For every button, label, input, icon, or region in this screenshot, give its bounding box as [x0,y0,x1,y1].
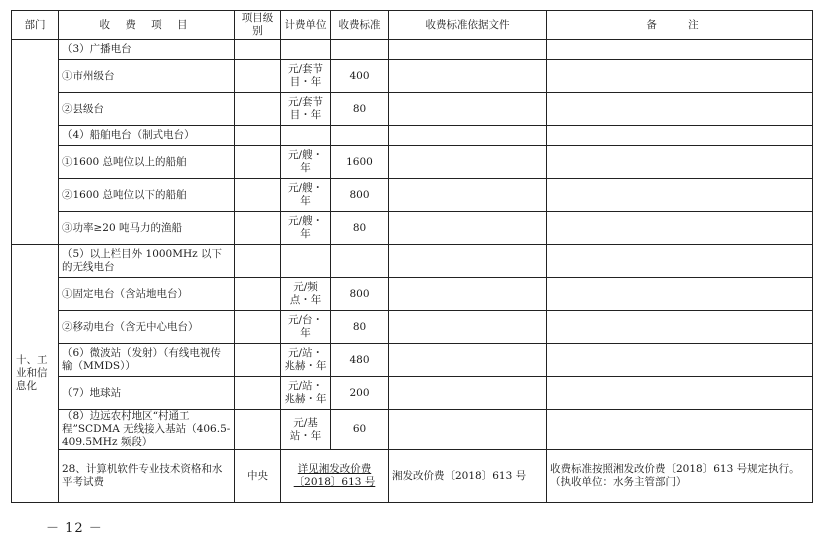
header-dept: 部门 [12,11,59,40]
table-row [12,311,813,344]
header-basis: 收费标准依据文件 [389,11,547,40]
unit-cell: 元/基站・年 [281,410,331,450]
table-row [12,179,813,212]
remark-cell [547,146,813,179]
item-cell: ①固定电台（含站地电台） [59,278,235,311]
table-row [12,40,813,60]
standard-cell: 800 [331,179,389,212]
table-row [12,410,813,450]
basis-cell [389,278,547,311]
level-cell [235,40,281,60]
item-cell: ①1600 总吨位以上的船舶 [59,146,235,179]
basis-cell [389,245,547,278]
remark-cell [547,93,813,126]
standard-cell [331,126,389,146]
standard-cell [331,245,389,278]
basis-cell [389,146,547,179]
unit-standard-cell: 详见湘发改价费〔2018〕613 号 [281,450,389,503]
level-cell [235,245,281,278]
basis-cell [389,60,547,93]
remark-cell [547,278,813,311]
unit-cell: 元/台・年 [281,311,331,344]
level-cell [235,146,281,179]
fee-table [11,10,813,503]
item-cell: ③功率≥20 吨马力的渔船 [59,212,235,245]
unit-cell: 元/艘・年 [281,179,331,212]
header-item: 收 费 项 目 [59,11,235,40]
item-cell: 28、计算机软件专业技术资格和水平考试费 [59,450,235,503]
table-row [12,93,813,126]
unit-cell: 元/艘・年 [281,146,331,179]
level-cell [235,410,281,450]
standard-cell: 400 [331,60,389,93]
level-cell [235,278,281,311]
item-cell: （4）船舶电台（制式电台） [59,126,235,146]
unit-cell: 元/套节目・年 [281,60,331,93]
basis-cell: 湘发改价费〔2018〕613 号 [389,450,547,503]
unit-cell: 元/站・兆赫・年 [281,344,331,377]
unit-cell [281,126,331,146]
remark-cell [547,410,813,450]
table-row [12,278,813,311]
remark-cell [547,40,813,60]
table-row [12,245,813,278]
level-cell [235,344,281,377]
standard-cell: 80 [331,212,389,245]
unit-cell: 元/站・兆赫・年 [281,377,331,410]
unit-cell: 元/艘・年 [281,212,331,245]
standard-cell: 80 [331,311,389,344]
item-cell: （7）地球站 [59,377,235,410]
table-row [12,450,813,503]
header-standard: 收费标准 [331,11,389,40]
item-cell: （5）以上栏目外 1000MHz 以下的无线电台 [59,245,235,278]
remark-cell [547,212,813,245]
remark-cell [547,311,813,344]
header-remark: 备 注 [547,11,813,40]
remark-cell [547,179,813,212]
unit-cell [281,40,331,60]
standard-cell: 800 [331,278,389,311]
table-row [12,377,813,410]
item-cell: （8）边远农村地区“村通工程”SCDMA 无线接入基站（406.5-409.5MHz 频段） [59,410,235,450]
remark-cell [547,245,813,278]
level-cell [235,179,281,212]
table-row [12,146,813,179]
basis-cell [389,344,547,377]
level-cell [235,212,281,245]
basis-cell [389,179,547,212]
table-row [12,60,813,93]
header-unit: 计费单位 [281,11,331,40]
item-cell: ①市州级台 [59,60,235,93]
page-number: － 12 － [46,521,103,536]
level-cell [235,126,281,146]
header-level: 项目级别 [235,11,281,40]
standard-cell: 1600 [331,146,389,179]
item-cell: ②1600 总吨位以下的船舶 [59,179,235,212]
standard-cell: 80 [331,93,389,126]
level-cell: 中央 [235,450,281,503]
level-cell [235,93,281,126]
remark-cell [547,60,813,93]
remark-cell: 收费标准按照湘发改价费〔2018〕613 号规定执行。（执收单位：水务主管部门） [547,450,813,503]
table-row [12,126,813,146]
basis-cell [389,311,547,344]
remark-cell [547,377,813,410]
standard-cell: 200 [331,377,389,410]
level-cell [235,377,281,410]
basis-cell [389,212,547,245]
item-cell: ②移动电台（含无中心电台） [59,311,235,344]
table-row [12,212,813,245]
standard-cell [331,40,389,60]
item-cell: （3）广播电台 [59,40,235,60]
standard-cell: 60 [331,410,389,450]
basis-cell [389,93,547,126]
table-header-row [12,11,813,40]
remark-cell [547,344,813,377]
unit-cell: 元/套节目・年 [281,93,331,126]
dept-cell-empty [12,40,59,245]
remark-cell [547,126,813,146]
dept-cell: 十、工业和信息化 [12,245,59,503]
table-row [12,344,813,377]
item-cell: ②县级台 [59,93,235,126]
basis-cell [389,126,547,146]
level-cell [235,311,281,344]
standard-cell: 480 [331,344,389,377]
item-cell: （6）微波站（发射）（有线电视传输（MMDS）） [59,344,235,377]
basis-cell [389,377,547,410]
basis-cell [389,410,547,450]
level-cell [235,60,281,93]
unit-cell: 元/频点・年 [281,278,331,311]
unit-cell [281,245,331,278]
basis-cell [389,40,547,60]
